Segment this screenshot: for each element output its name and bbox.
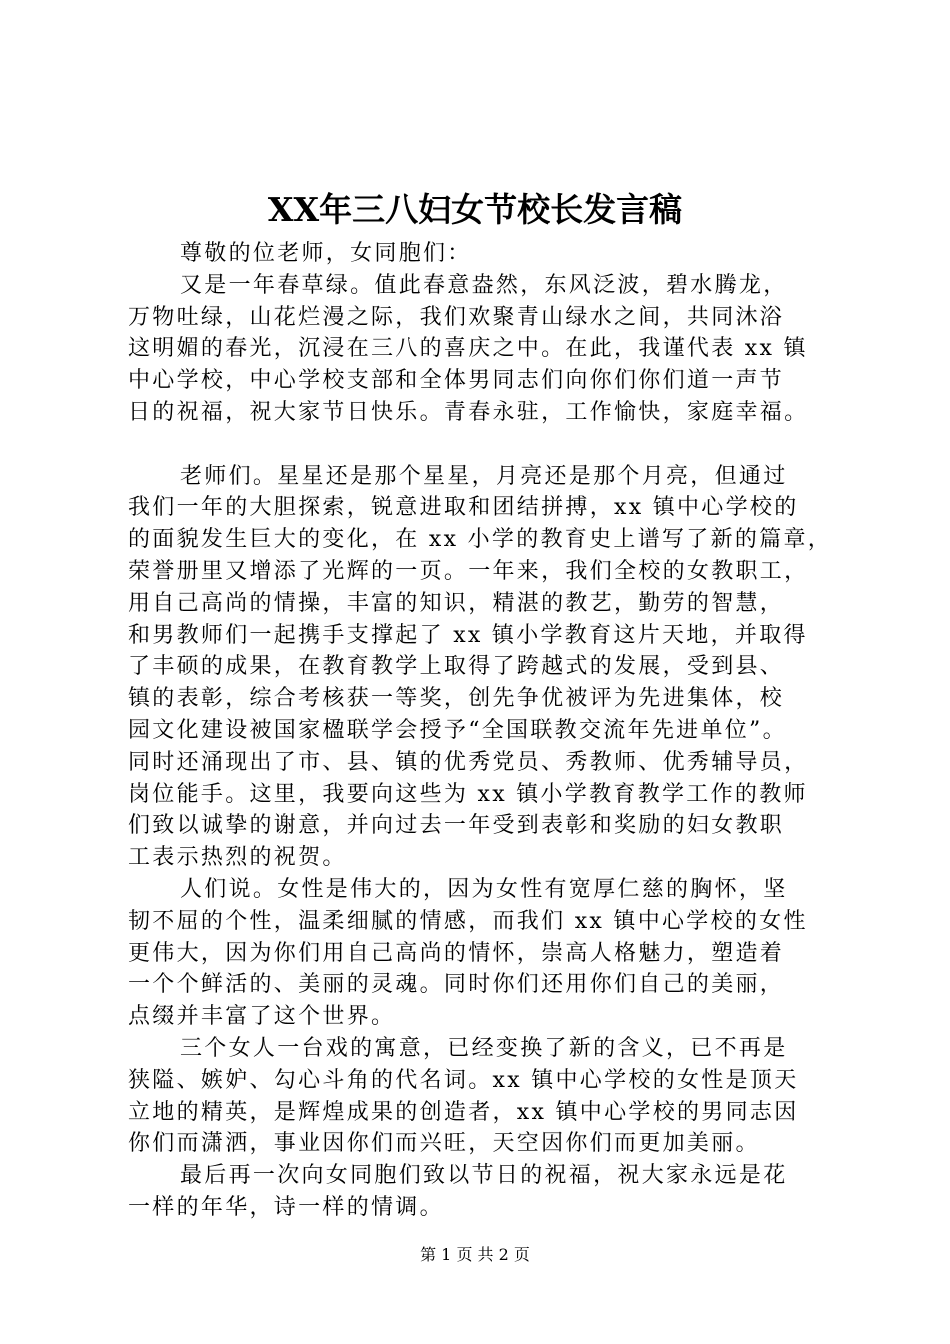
- text-line: 同时还涌现出了市、县、镇的优秀党员、秀教师、优秀辅导员，: [128, 749, 809, 775]
- text-line: 园文化建设被国家楹联学会授予“全国联教交流年先进单位”。: [128, 717, 787, 743]
- text-line: 我们一年的大胆探索，锐意进取和团结拼搏，xx 镇中心学校的: [128, 495, 799, 521]
- text-line: 这明媚的春光，沉浸在三八的喜庆之中。在此，我谨代表 xx 镇: [128, 336, 808, 362]
- document-title: XX年三八妇女节校长发言稿: [267, 190, 683, 229]
- text-line: 岗位能手。这里，我要向这些为 xx 镇小学教育教学工作的教师: [128, 781, 808, 807]
- text-line: 一个个鲜活的、美丽的灵魂。同时你们还用你们自己的美丽，: [128, 972, 785, 998]
- text-line: 又是一年春草绿。值此春意盎然，东风泛波，碧水腾龙，: [180, 272, 788, 298]
- text-line: 中心学校，中心学校支部和全体男同志们向你们你们道一声节: [128, 368, 785, 394]
- text-line: 更伟大，因为你们用自己高尚的情怀，崇高人格魅力，塑造着: [128, 940, 785, 966]
- text-line: 工表示热烈的祝贺。: [128, 845, 347, 871]
- text-line: 日的祝福，祝大家节日快乐。青春永驻，工作愉快，家庭幸福。: [128, 399, 809, 425]
- text-line: 了丰硕的成果，在教育教学上取得了跨越式的发展，受到县、: [128, 654, 785, 680]
- text-line: 用自己高尚的情操，丰富的知识，精湛的教艺，勤劳的智慧，: [128, 590, 785, 616]
- text-line: 的面貌发生巨大的变化，在 xx 小学的教育史上谱写了新的篇章，: [128, 527, 833, 553]
- text-line: 荣誉册里又增添了光辉的一页。一年来，我们全校的女教职工，: [128, 558, 809, 584]
- text-line: 最后再一次向女同胞们致以节日的祝福，祝大家永远是花: [180, 1163, 788, 1189]
- text-line: 镇的表彰，综合考核获一等奖，创先争优被评为先进集体，校: [128, 686, 785, 712]
- paragraph-spacer: [128, 429, 832, 461]
- text-line: 一样的年华，诗一样的情调。: [128, 1194, 444, 1220]
- text-line: 人们说。女性是伟大的，因为女性有宽厚仁慈的胸怀，坚: [180, 876, 788, 902]
- text-line: 和男教师们一起携手支撑起了 xx 镇小学教育这片天地，并取得: [128, 622, 808, 648]
- text-line: 点缀并丰富了这个世界。: [128, 1004, 396, 1030]
- page-footer: 第 1 页 共 2 页: [420, 1245, 530, 1264]
- text-line: 们致以诚挚的谢意，并向过去一年受到表彰和奖励的妇女教职: [128, 813, 785, 839]
- text-line: 尊敬的位老师，女同胞们：: [180, 241, 472, 266]
- text-line: 你们而潇洒，事业因你们而兴旺，天空因你们而更加美丽。: [128, 1131, 760, 1157]
- text-line: 韧不屈的个性，温柔细腻的情感，而我们 xx 镇中心学校的女性: [128, 908, 808, 934]
- text-line: 狭隘、嫉妒、勾心斗角的代名词。xx 镇中心学校的女性是顶天: [128, 1067, 799, 1093]
- text-line: 老师们。星星还是那个星星，月亮还是那个月亮，但通过: [180, 463, 788, 489]
- text-line: 三个女人一台戏的寓意，已经变换了新的含义，已不再是: [180, 1035, 788, 1061]
- document-body: [128, 238, 832, 1224]
- text-line: 万物吐绿，山花烂漫之际，我们欢聚青山绿水之间，共同沐浴: [128, 304, 785, 330]
- text-line: 立地的精英，是辉煌成果的创造者，xx 镇中心学校的男同志因: [128, 1099, 799, 1125]
